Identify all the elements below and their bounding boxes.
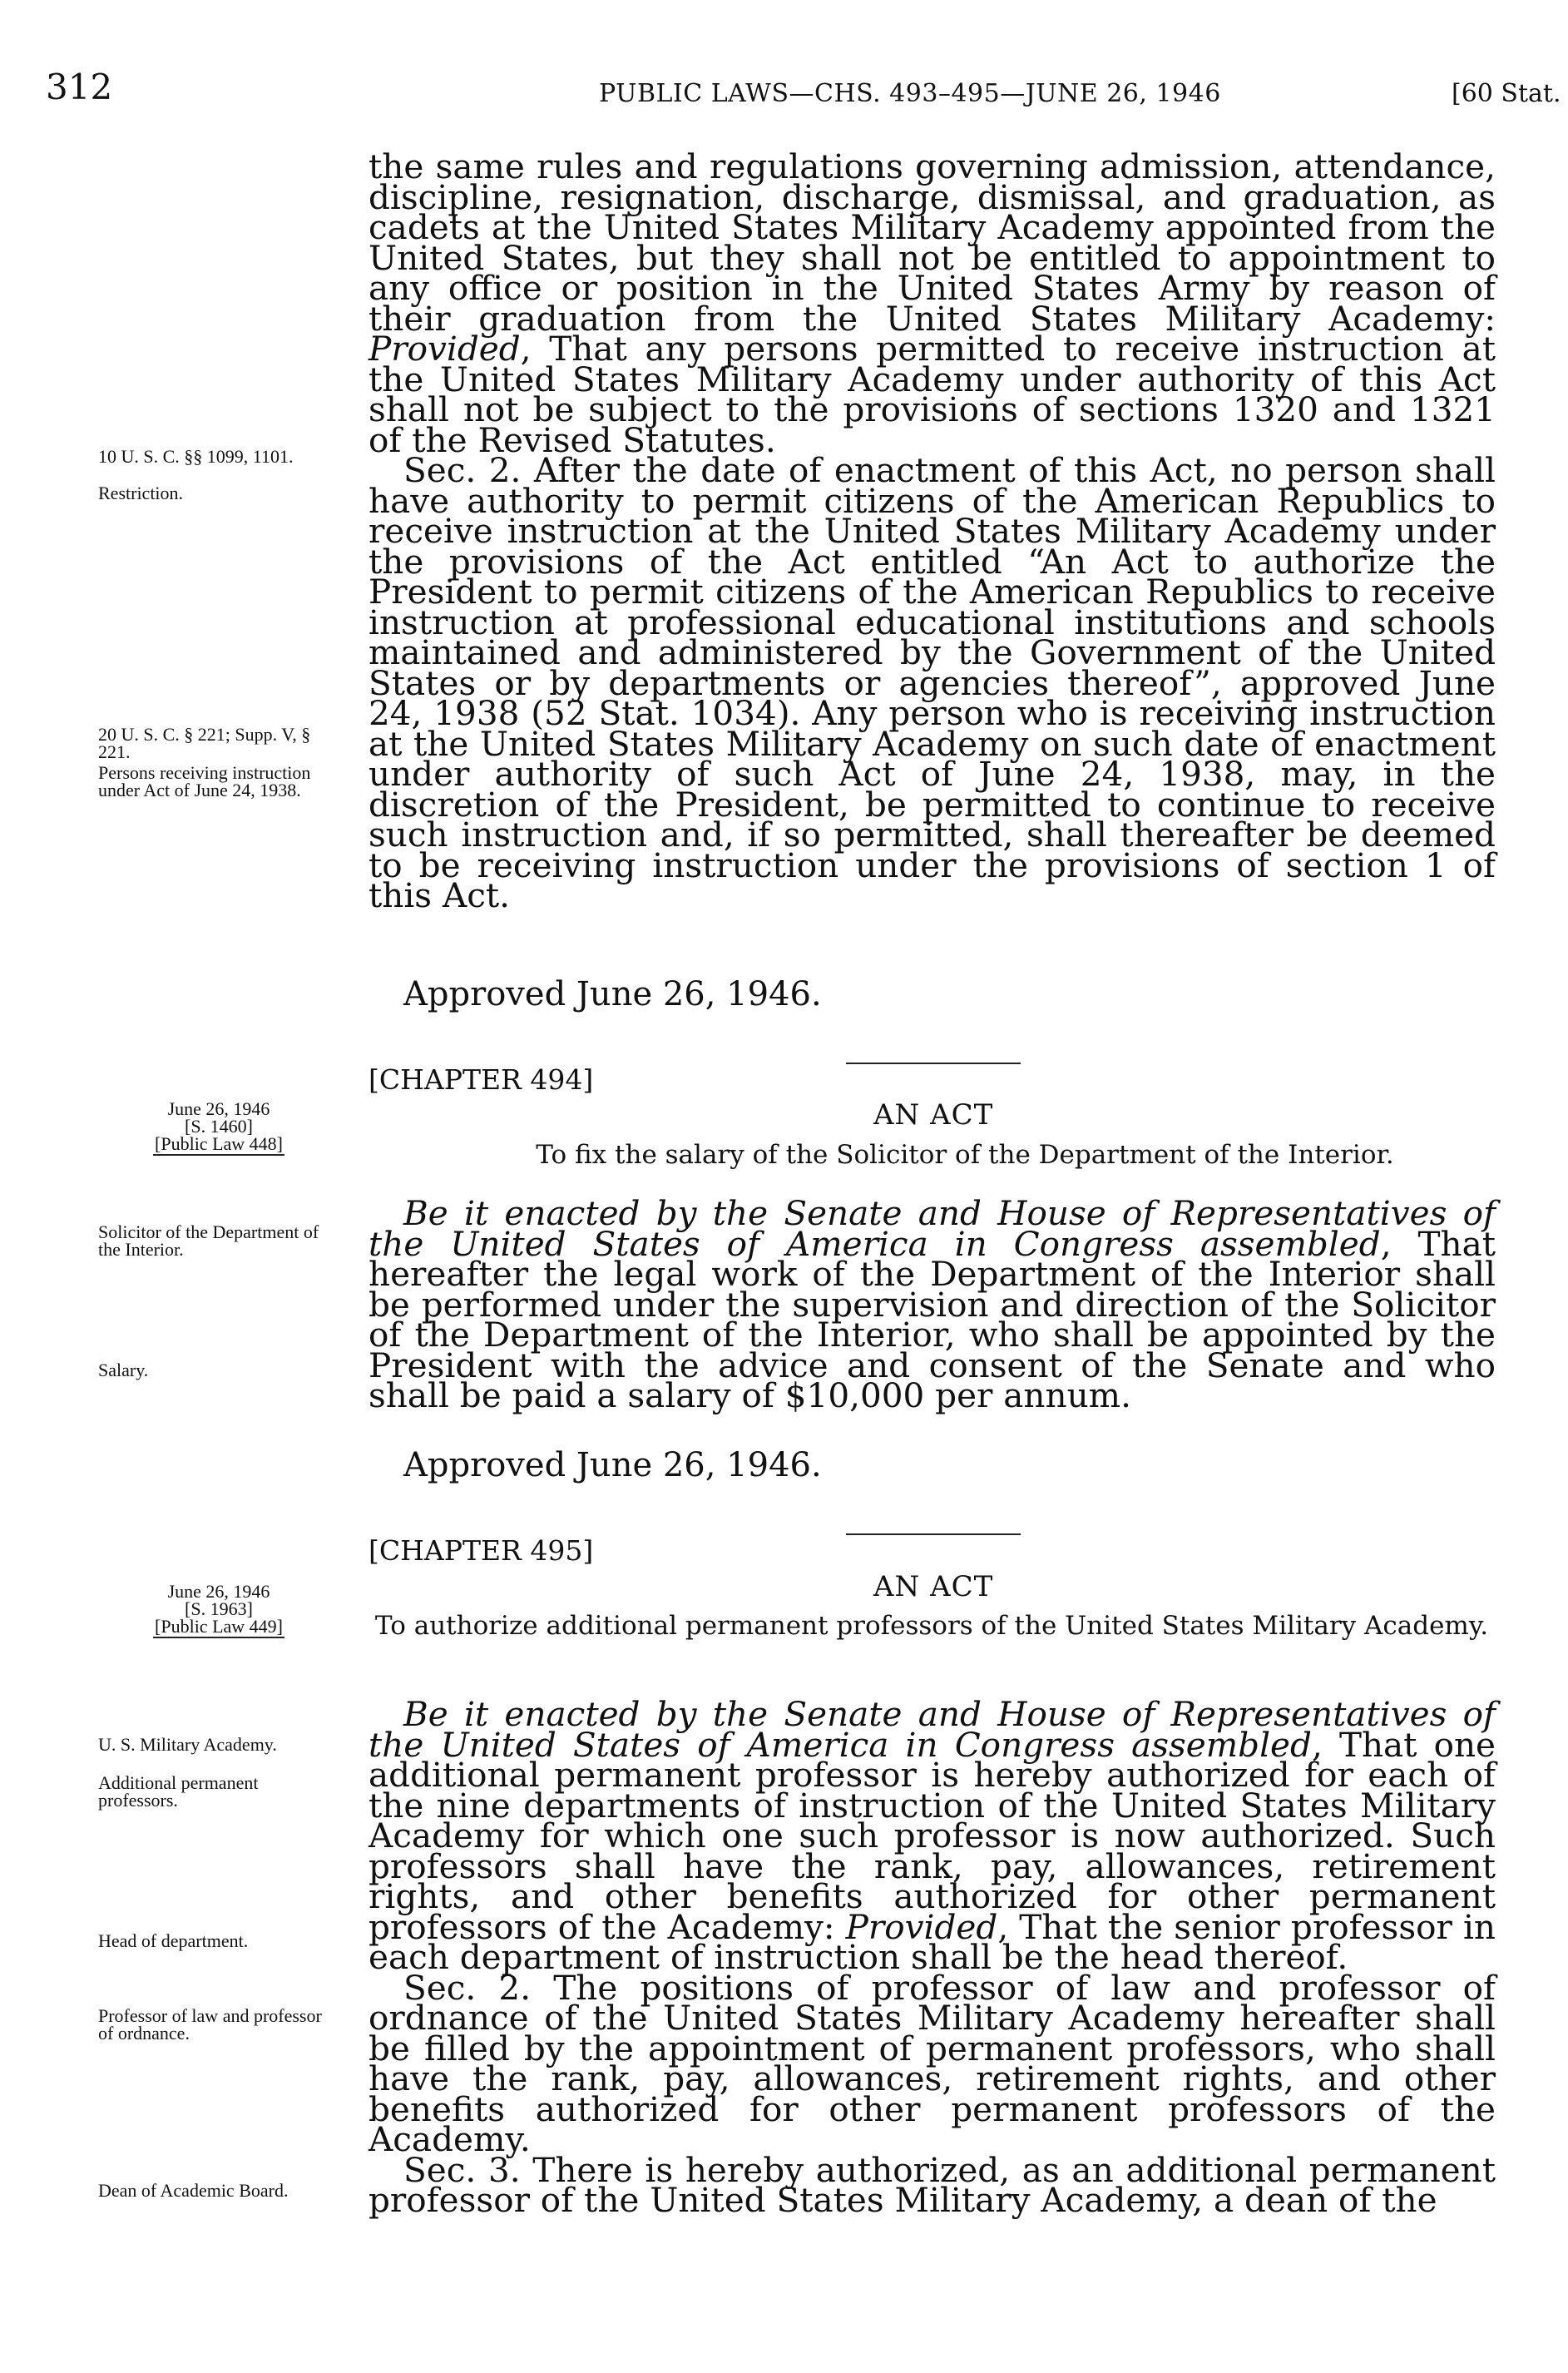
page-number: 312: [46, 67, 113, 107]
ch495-bill: [S. 1963]: [185, 1598, 253, 1619]
provided-italic: Provided: [369, 329, 521, 369]
margin-note-usc-221: 20 U. S. C. § 221; Supp. V, § 221.: [98, 724, 311, 762]
ch494-public-law: [Public Law 448]: [155, 1133, 283, 1154]
ch495-citation: [98, 1583, 339, 1638]
ch494-citation: [98, 1100, 339, 1156]
ch495-an-act: AN ACT: [873, 1570, 994, 1603]
margin-note-salary: Salary.: [98, 1360, 149, 1380]
margin-note-solicitor: Solicitor of the Department of the Interior.: [98, 1221, 319, 1260]
ch495-section-2: Sec. 2. The positions of professor of law and professor of ordnance of the United States Military Academy hereafter shall be filled by the appointment of permanent professors, who shall have the rank, pay, allowances, retirement rights, and other benefits authorized for other permanent professors of the Academy.: [369, 1967, 1496, 2159]
ch495-text: [369, 1694, 1496, 2220]
margin-note-law-ordnance: Professor of law and professor of ordnance.: [98, 2005, 322, 2044]
ch494-bill: [S. 1460]: [185, 1116, 253, 1137]
ch495-rule: [846, 1533, 1021, 1535]
ch495-public-law: [Public Law 449]: [155, 1616, 283, 1637]
ch494-chapter-label: [CHAPTER 494]: [369, 1063, 594, 1096]
ch494-enacting-clause: Be it enacted by the Senate and House of Representatives of the United States of America in Congress assembled, That hereafter the legal work of the Department of the Interior shall be performed under the supervision and direction of the Solicitor of the Department of the Interior, who shall be appointed by the President with the advice and consent of the Senate and who shall be paid a salary of $10,000 per annum.: [369, 1193, 1496, 1415]
ch495-date: June 26, 1946: [167, 1581, 270, 1602]
ch494-an-act: AN ACT: [873, 1098, 994, 1132]
margin-note-restriction: Restriction.: [98, 483, 184, 503]
ch495-title: To authorize additional permanent professors of the United States Military Academy.: [374, 1611, 1489, 1641]
margin-note-military-academy: U. S. Military Academy.: [98, 1734, 277, 1755]
ch495-enacting-clause: Be it enacted by the Senate and House of Representatives of the United States of America in Congress assembled, That one additional permanent professor is hereby authorized for each of the nine departments of instruction of the United States Military Academy for which one such professor is now authorized. Such professors shall have the rank, pay, allowances, retirement rights, and other benefits authorized for other permanent professors of the Academy: Provided, That the senior professor in each department of instruction shall be the head thereof.: [369, 1694, 1496, 1977]
margin-note-dean: Dean of Academic Board.: [98, 2180, 289, 2201]
ch493-text: [369, 146, 1496, 915]
margin-note-additional-professors: Additional permanent professors.: [98, 1772, 259, 1811]
ch494-title: To fix the salary of the Solicitor of the Department of the Interior.: [536, 1140, 1394, 1170]
ch494-rule: [846, 1063, 1021, 1064]
ch493-approved: Approved June 26, 1946.: [403, 975, 822, 1013]
margin-note-usc-1099: 10 U. S. C. §§ 1099, 1101.: [98, 446, 294, 467]
ch495-chapter-label: [CHAPTER 495]: [369, 1534, 594, 1567]
ch495-section-3: Sec. 3. There is hereby authorized, as an additional permanent professor of the United States Military Academy, a dean of the: [369, 2149, 1496, 2220]
running-head: PUBLIC LAWS—CHS. 493–495—JUNE 26, 1946: [599, 79, 1221, 108]
ch494-approved: Approved June 26, 1946.: [403, 1446, 822, 1484]
margin-note-head-of-department: Head of department.: [98, 1930, 249, 1951]
ch494-text: [369, 1193, 1496, 1415]
margin-note-persons-receiving: Persons receiving instruction under Act of June 24, 1938.: [98, 762, 311, 800]
ch493-section-2: Sec. 2. After the date of enactment of this Act, no person shall have authority to permit citizens of the American Republics to receive instruction at the United States Military Academy under the provisions of the Act entitled “An Act to authorize the President to permit citizens of the American Republics to receive instruction at professional educational institutions and schools maintained and administered by the Government of the United States or by departments or agencies thereof”, approved June 24, 1938 (52 Stat. 1034). Any person who is receiving instruction at the United States Military Academy on such date of enactment under authority of such Act of June 24, 1938, may, in the discretion of the President, be permitted to continue to receive such instruction and, if so permitted, shall thereafter be deemed to be receiving instruction under the provisions of section 1 of this Act.: [369, 450, 1496, 915]
ch494-date: June 26, 1946: [167, 1098, 270, 1119]
ch493-paragraph-1: the same rules and regulations governing admission, attendance, discipline, resignation, discharge, dismissal, and graduation, as cadets at the United States Military Academy appointed from the United States, but they shall not be entitled to appointment to any office or position in the United States Army by reason of their graduation from the United States Military Academy: Provided, That any persons permitted to receive instruction at the United States Military Academy under authority of this Act shall not be subject to the provisions of sections 1320 and 1321 of the Revised Statutes.: [369, 146, 1496, 460]
statute-reference: [60 Stat.: [1452, 79, 1561, 108]
